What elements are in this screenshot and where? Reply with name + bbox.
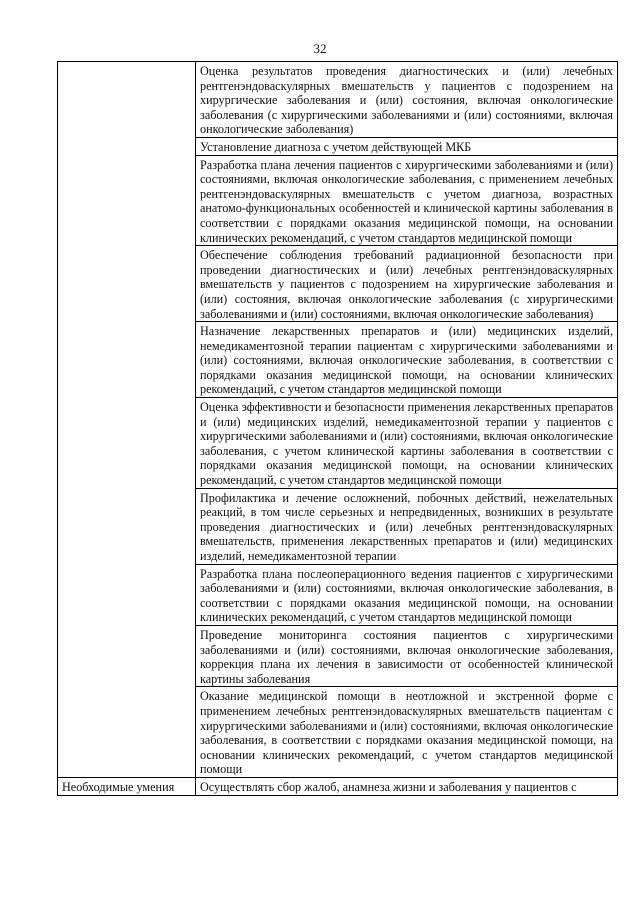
competency-table: [57, 61, 618, 796]
table-cell-text: Оценка эффективности и безопасности применения лекарственных препаратов и (или) медицинских изделий, немедикаментозной терапии у пациентов с хирургическими заболеваниями и (или) состояниями, включая онкологические заболевания, с учетом клинической картины заболевания в соответствии с порядками оказания медицинской помощи, на основании клинических рекомендаций, с учетом стандартов медицинской помощи: [196, 398, 618, 489]
table-cell-text: Оценка результатов проведения диагностических и (или) лечебных рентгенэндоваскулярных вмешательств у пациентов с подозрением на хирургические заболевания и (или) состояния, включая онкологические заболевания (с хирургическими заболеваниями и (или) состояниями, включая онкологические заболевания): [196, 62, 618, 138]
table-cell-text: Установление диагноза с учетом действующей МКБ: [196, 137, 618, 155]
table-cell-text: Разработка плана лечения пациентов с хирургическими заболеваниями и (или) состояниями, включая онкологические заболевания, с применением лечебных рентгенэндоваскулярных вмешательств с учетом диагноза, возрастных анатомо-функциональных особенностей и клинической картины заболевания в соответствии с порядками оказания медицинской помощи, на основании клинических рекомендаций, с учетом стандартов медицинской помощи: [196, 155, 618, 246]
table-cell-text: Проведение мониторинга состояния пациентов с хирургическими заболеваниями и (или) состояниями, включая онкологические заболевания, коррекция плана их лечения в зависимости от особенностей клинической картины заболевания: [196, 625, 618, 686]
table-cell-text: Разработка плана послеоперационного ведения пациентов с хирургическими заболеваниями и (или) состояниями, включая онкологические заболевания, в соответствии с порядками оказания медицинской помощи, на основании клинических рекомендаций, с учетом стандартов медицинской помощи: [196, 564, 618, 625]
table-row: [58, 62, 618, 138]
table-row-skills: [58, 777, 618, 795]
table-cell-text: Осуществлять сбор жалоб, анамнеза жизни и заболевания у пациентов с: [196, 777, 618, 795]
required-skills-label: Необходимые умения: [58, 777, 196, 795]
table-cell-text: Обеспечение соблюдения требований радиационной безопасности при проведении диагностических и (или) лечебных рентгенэндоваскулярных вмешательств у пациентов с подозрением на хирургические заболевания и (или) состояния, включая онкологические заболевания (с хирургическими заболеваниями и (или) состояниями, включая онкологические заболевания): [196, 246, 618, 322]
table-cell-text: Профилактика и лечение осложнений, побочных действий, нежелательных реакций, в том числе серьезных и непредвиденных, возникших в результате проведения диагностических и (или) лечебных рентгенэндоваскулярных вмешательств, применения лекарственных препаратов и (или) медицинских изделий, немедикаментозной терапии: [196, 488, 618, 564]
table-cell-text: Назначение лекарственных препаратов и (или) медицинских изделий, немедикаментозной терапии пациентам с хирургическими заболеваниями и (или) состояниями, включая онкологические заболевания, в соответствии с порядками оказания медицинской помощи, на основании клинических рекомендаций, с учетом стандартов медицинской помощи: [196, 322, 618, 398]
table-cell-left-empty: [58, 62, 196, 778]
table-cell-text: Оказание медицинской помощи в неотложной и экстренной форме с применением лечебных рентгенэндоваскулярных вмешательств пациентам с хирургическими заболеваниями и (или) состояниями, включая онкологические заболевания, в соответствии с порядками оказания медицинской помощи, на основании клинических рекомендаций, с учетом стандартов медицинской помощи: [196, 687, 618, 778]
page-number: 32: [313, 41, 327, 56]
